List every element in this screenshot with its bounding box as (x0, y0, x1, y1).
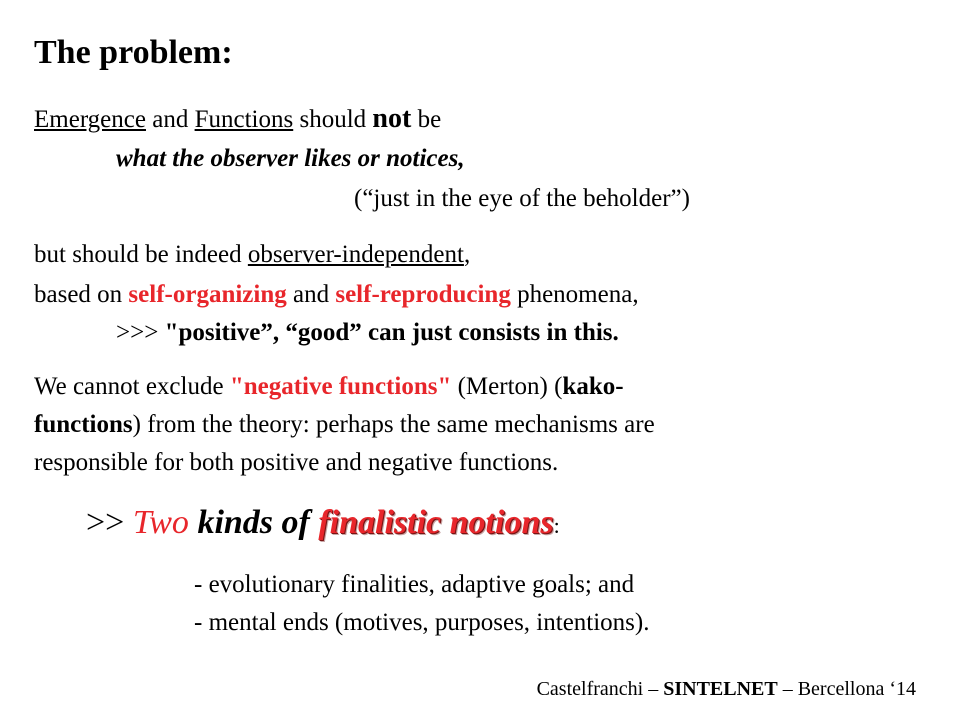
paragraph-3-line-1 (34, 372, 624, 402)
list-item: - evolutionary finalities, adaptive goals; and (194, 571, 635, 598)
paragraph-2-line-2 (34, 280, 639, 310)
arrow-marker: >>> (116, 319, 165, 346)
functions-term: Functions (194, 106, 294, 133)
paragraph-1-line-1 (34, 104, 441, 135)
text-be: be (411, 106, 442, 133)
self-reproducing-term: self-reproducing (335, 281, 511, 308)
text-we-cannot: We cannot exclude (34, 373, 230, 400)
paragraph-1-line-3: (“just in the eye of the beholder”) (354, 185, 690, 212)
footer-rest: – Bercellona ‘14 (777, 678, 916, 700)
text-and-2: and (286, 281, 336, 308)
text-comma: , (463, 241, 471, 268)
paragraph-3-line-3: responsible for both positive and negative functions. (34, 449, 559, 476)
slide-footer (537, 678, 916, 701)
kinds-colon: : (553, 513, 560, 538)
two-word: Two (132, 504, 189, 541)
functions-term-2: functions (34, 411, 133, 438)
kinds-of-text: kinds of (188, 504, 319, 541)
text-theory: ) from the theory: perhaps the same mechanisms are (132, 411, 655, 438)
two-kinds-heading (86, 504, 560, 542)
text-and: and (145, 106, 195, 133)
footer-author: Castelfranchi – (536, 678, 664, 700)
kako-term: kako- (562, 373, 624, 400)
negative-functions-term: "negative functions" (229, 373, 452, 400)
footer-project: SINTELNET (663, 678, 778, 700)
text-merton: (Merton) ( (451, 373, 563, 400)
finalistic-notions-term: finalistic notions (318, 504, 554, 541)
not-emphasis: not (372, 103, 412, 134)
paragraph-2-line-3 (116, 318, 619, 348)
self-organizing-term: self-organizing (128, 281, 287, 308)
kinds-arrow: >> (86, 504, 133, 541)
slide-title: The problem: (34, 34, 233, 71)
paragraph-2-line-1 (34, 240, 470, 270)
text-but: but should be indeed (34, 241, 248, 268)
positive-good-statement: "positive”, “good” can just consists in this. (164, 319, 619, 346)
list-item: - mental ends (motives, purposes, intentions). (194, 609, 650, 636)
paragraph-1-line-2: what the observer likes or notices, (116, 145, 465, 172)
emergence-term: Emergence (34, 106, 146, 133)
paragraph-3-line-2 (34, 410, 655, 440)
text-should: should (293, 106, 373, 133)
observer-independent-term: observer-independent (247, 241, 464, 268)
text-based: based on (34, 281, 129, 308)
text-phenomena: phenomena, (510, 281, 639, 308)
